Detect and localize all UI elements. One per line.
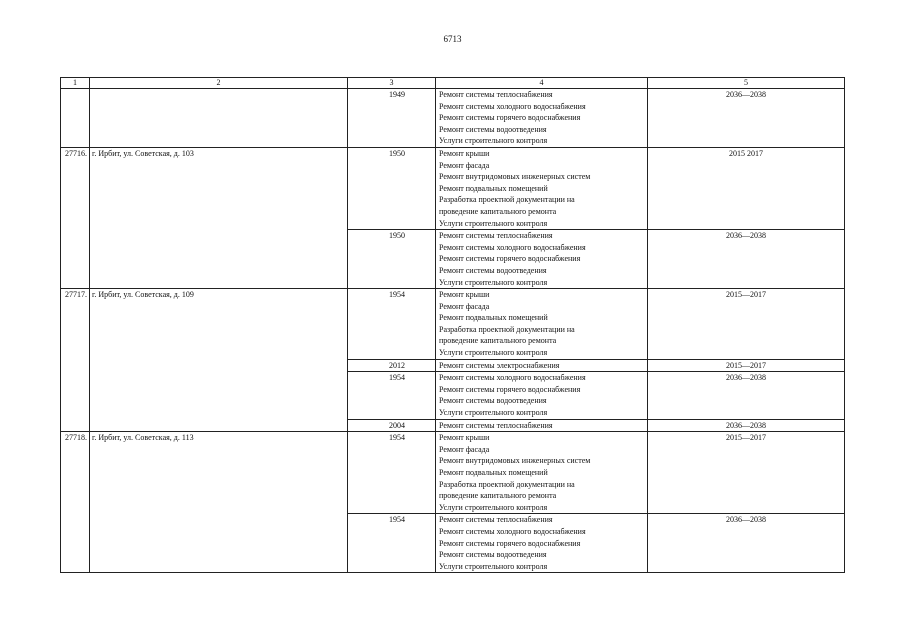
repair-work-item: Ремонт системы теплоснабжения <box>439 90 553 99</box>
repair-work-item: Ремонт крыши <box>439 290 490 300</box>
item-number: 27718. <box>61 432 90 573</box>
repair-work-item: Ремонт системы холодного водоснабжения <box>439 373 586 383</box>
item-number: 27717. <box>61 289 90 432</box>
column-header: 2 <box>90 78 348 89</box>
repair-work-item: Ремонт фасада <box>439 160 490 170</box>
repair-work-item: проведение капитального ремонта <box>439 336 557 346</box>
repair-work-item: Ремонт системы горячего водоснабжения <box>439 384 581 394</box>
repair-work-item: Ремонт подвальных помещений <box>439 468 548 477</box>
table-row <box>61 289 845 360</box>
repair-work-item: Ремонт крыши <box>439 148 490 158</box>
building-address <box>90 89 348 148</box>
repair-work-item: Ремонт системы холодного водоснабжения <box>439 242 586 252</box>
repair-work-item: Услуги строительного контроля <box>439 277 548 287</box>
repair-work-item: Ремонт системы водоотведения <box>439 396 547 406</box>
item-number <box>61 89 90 148</box>
repair-period: 2036—2038 <box>648 514 845 573</box>
construction-year: 1949 <box>348 89 436 148</box>
repair-work-item: Ремонт системы горячего водоснабжения <box>439 113 581 123</box>
construction-year: 1954 <box>348 432 436 514</box>
repair-work-item: Ремонт фасада <box>439 301 490 311</box>
repair-work-item: Ремонт подвальных помещений <box>439 313 548 323</box>
repair-work-item: Услуги строительного контроля <box>439 218 548 228</box>
construction-year: 2012 <box>348 359 436 372</box>
item-number: 27716. <box>61 147 90 288</box>
repair-work-item: Разработка проектной документации на <box>439 324 575 334</box>
repair-works-list <box>436 514 648 573</box>
table-body <box>61 78 845 573</box>
repair-works-list <box>436 432 648 514</box>
repair-work-item: Услуги строительного контроля <box>439 502 548 512</box>
column-header: 5 <box>648 78 845 89</box>
repair-work-item: Ремонт системы горячего водоснабжения <box>439 254 581 264</box>
table-row <box>61 89 845 148</box>
repair-works-list <box>436 372 648 419</box>
repair-work-item: Ремонт системы теплоснабжения <box>439 420 553 430</box>
repair-work-item: Разработка проектной документации на <box>439 479 575 489</box>
table-row <box>61 147 845 229</box>
repair-work-item: Ремонт системы водоотведения <box>439 265 547 275</box>
column-number-row <box>61 78 845 89</box>
construction-year: 1950 <box>348 230 436 289</box>
repair-work-item: Ремонт системы горячего водоснабжения <box>439 538 581 548</box>
repair-period: 2015—2017 <box>648 289 845 360</box>
repair-work-item: Ремонт системы холодного водоснабжения <box>439 101 586 111</box>
repair-work-item: Ремонт системы холодного водоснабжения <box>439 526 586 536</box>
column-header: 3 <box>348 78 436 89</box>
repair-work-item: Ремонт системы водоотведения <box>439 124 547 134</box>
repair-work-item: Услуги строительного контроля <box>439 561 548 571</box>
construction-year: 2004 <box>348 419 436 432</box>
repair-period: 2036—2038 <box>648 372 845 419</box>
building-address: г. Ирбит, ул. Советская, д. 103 <box>90 147 348 288</box>
construction-year: 1950 <box>348 147 436 229</box>
building-address: г. Ирбит, ул. Советская, д. 113 <box>90 432 348 573</box>
column-header: 1 <box>61 78 90 89</box>
repair-period: 2036—2038 <box>648 89 845 148</box>
repair-period: 2015—2017 <box>648 432 845 514</box>
column-header: 4 <box>436 78 648 89</box>
repair-work-item: Ремонт подвальных помещений <box>439 183 548 193</box>
repair-period: 2036—2038 <box>648 419 845 432</box>
repair-works-list <box>436 147 648 229</box>
repair-works-list <box>436 289 648 360</box>
page-number: 6713 <box>443 34 462 44</box>
repair-work-item: Ремонт внутридомовых инженерных систем <box>439 456 591 466</box>
repair-work-item: проведение капитального ремонта <box>439 491 557 501</box>
repair-work-item: проведение капитального ремонта <box>439 206 557 216</box>
repair-work-item: Услуги строительного контроля <box>439 348 548 358</box>
construction-year: 1954 <box>348 289 436 360</box>
repair-period: 2015—2017 <box>648 359 845 372</box>
table-row <box>61 432 845 514</box>
construction-year: 1954 <box>348 514 436 573</box>
repair-work-item: Разработка проектной документации на <box>439 195 575 205</box>
repair-work-item: Ремонт внутридомовых инженерных систем <box>439 172 591 182</box>
repair-work-item: Ремонт системы теплоснабжения <box>439 515 553 525</box>
capital-repair-table <box>60 77 845 573</box>
repair-period: 2015 2017 <box>648 147 845 229</box>
repair-work-item: Ремонт системы водоотведения <box>439 550 547 560</box>
repair-period: 2036—2038 <box>648 230 845 289</box>
repair-work-item: Услуги строительного контроля <box>439 408 548 418</box>
construction-year: 1954 <box>348 372 436 419</box>
repair-work-item: Ремонт фасада <box>439 444 490 454</box>
repair-works-list <box>436 359 648 372</box>
repair-work-item: Ремонт системы теплоснабжения <box>439 231 553 241</box>
repair-work-item: Услуги строительного контроля <box>439 136 548 146</box>
repair-work-item: Ремонт системы электроснабжения <box>439 360 560 370</box>
repair-works-list <box>436 89 648 148</box>
building-address: г. Ирбит, ул. Советская, д. 109 <box>90 289 348 432</box>
repair-work-item: Ремонт крыши <box>439 433 490 443</box>
repair-works-list <box>436 230 648 289</box>
repair-works-list <box>436 419 648 432</box>
